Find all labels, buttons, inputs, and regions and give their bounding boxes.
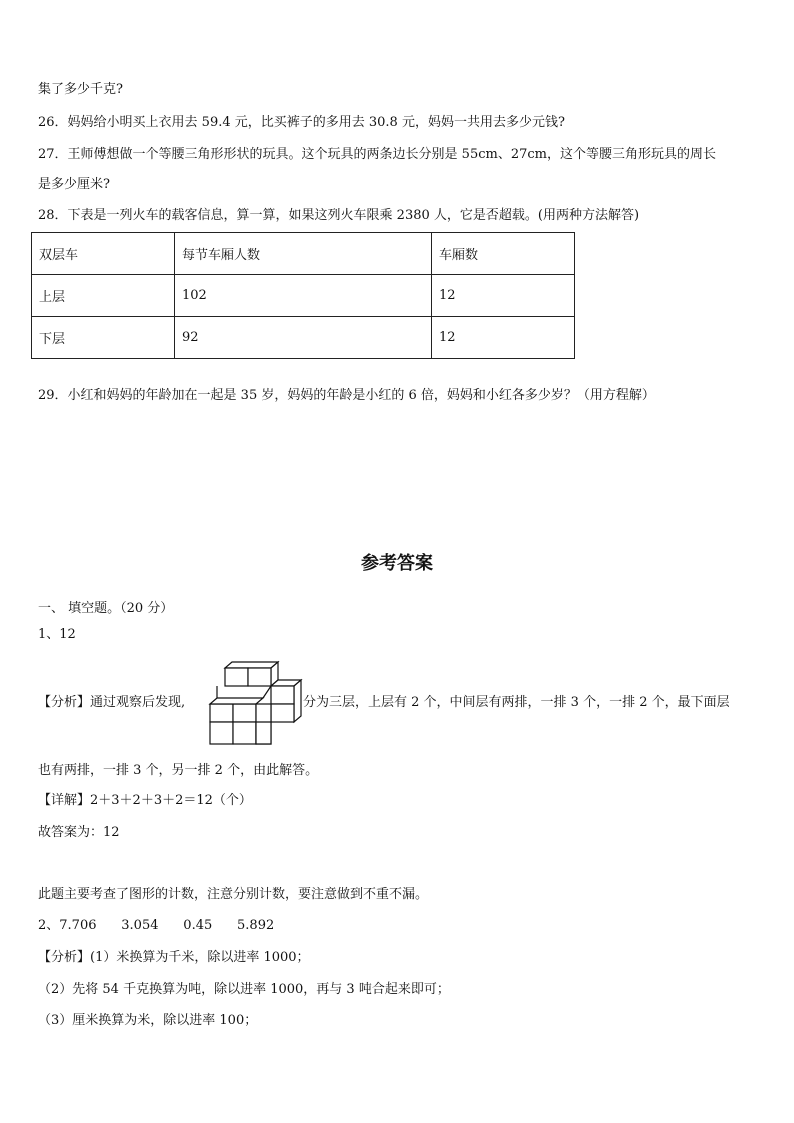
section-title: 一、 填空题。（20 分）	[38, 601, 174, 616]
table-row	[32, 275, 575, 317]
table-header-cell: 车厢数	[432, 233, 575, 275]
question-27-line2: 是多少厘米?	[38, 177, 110, 192]
answer-1-analysis-right: 分为三层，上层有 2 个，中间层有两排，一排 3 个，一排 2 个，最下面层	[303, 695, 730, 710]
middle-cube	[271, 704, 294, 722]
front-cube	[210, 722, 233, 744]
table-cell: 上层	[32, 275, 175, 317]
question-25-tail: 集了多少千克?	[38, 82, 123, 97]
table-cell: 92	[175, 317, 432, 359]
middle-side-face	[294, 680, 301, 722]
front-top-face	[210, 698, 263, 704]
table-cell: 102	[175, 275, 432, 317]
top-cube	[248, 668, 271, 686]
middle-cube	[271, 686, 294, 704]
table-cell: 下层	[32, 317, 175, 359]
top-cube	[225, 668, 248, 686]
answer-1-detail: 【详解】2＋3＋2＋3＋2＝12（个）	[38, 793, 252, 808]
front-cube	[233, 704, 256, 722]
cube-stack-figure	[206, 658, 306, 750]
edge-line	[263, 686, 271, 698]
answer-1: 1、12	[38, 627, 76, 642]
table-row	[32, 317, 575, 359]
answer-heading: 参考答案	[361, 553, 433, 574]
table-header-cell: 每节车厢人数	[175, 233, 432, 275]
answer-1-analysis: 【分析】通过观察后发现,	[38, 695, 186, 710]
answer-2-step-2: （2）先将 54 千克换算为吨，除以进率 1000，再与 3 吨合起来即可；	[38, 982, 450, 997]
question-26: 26．妈妈给小明买上衣用去 59.4 元，比买裤子的多用去 30.8 元，妈妈一共用去多少元钱?	[38, 115, 565, 130]
answer-1-analysis-cont: 也有两排，一排 3 个，另一排 2 个，由此解答。	[38, 763, 319, 778]
answer-1-note: 此题主要考查了图形的计数，注意分别计数，要注意做到不重不漏。	[38, 887, 429, 902]
table-cell: 12	[432, 275, 575, 317]
answer-2-step-3: （3）厘米换算为米，除以进率 100；	[38, 1013, 258, 1028]
table-header-cell: 双层车	[32, 233, 175, 275]
top-layer-top-face	[225, 662, 278, 668]
answer-1-result: 故答案为：12	[38, 825, 120, 840]
front-cube	[233, 722, 256, 744]
question-28: 28．下表是一列火车的载客信息，算一算，如果这列火车限乘 2380 人，它是否超载。(用两种方法解答)	[38, 208, 640, 223]
answer-2-analysis: 【分析】(1）米换算为千米，除以进率 1000；	[38, 950, 310, 965]
question-27-line1: 27．王师傅想做一个等腰三角形形状的玩具。这个玩具的两条边长分别是 55cm、27cm，这个等腰三角形玩具的周长	[38, 147, 716, 162]
train-table	[31, 232, 575, 359]
answer-2: 2、7.706 3.054 0.45 5.892	[38, 918, 275, 933]
table-cell: 12	[432, 317, 575, 359]
front-cube	[210, 704, 233, 722]
question-29: 29．小红和妈妈的年龄加在一起是 35 岁，妈妈的年龄是小红的 6 倍，妈妈和小红各多少岁？（用方程解）	[38, 388, 655, 403]
lower-side-face	[256, 722, 271, 744]
table-header-row	[32, 233, 575, 275]
